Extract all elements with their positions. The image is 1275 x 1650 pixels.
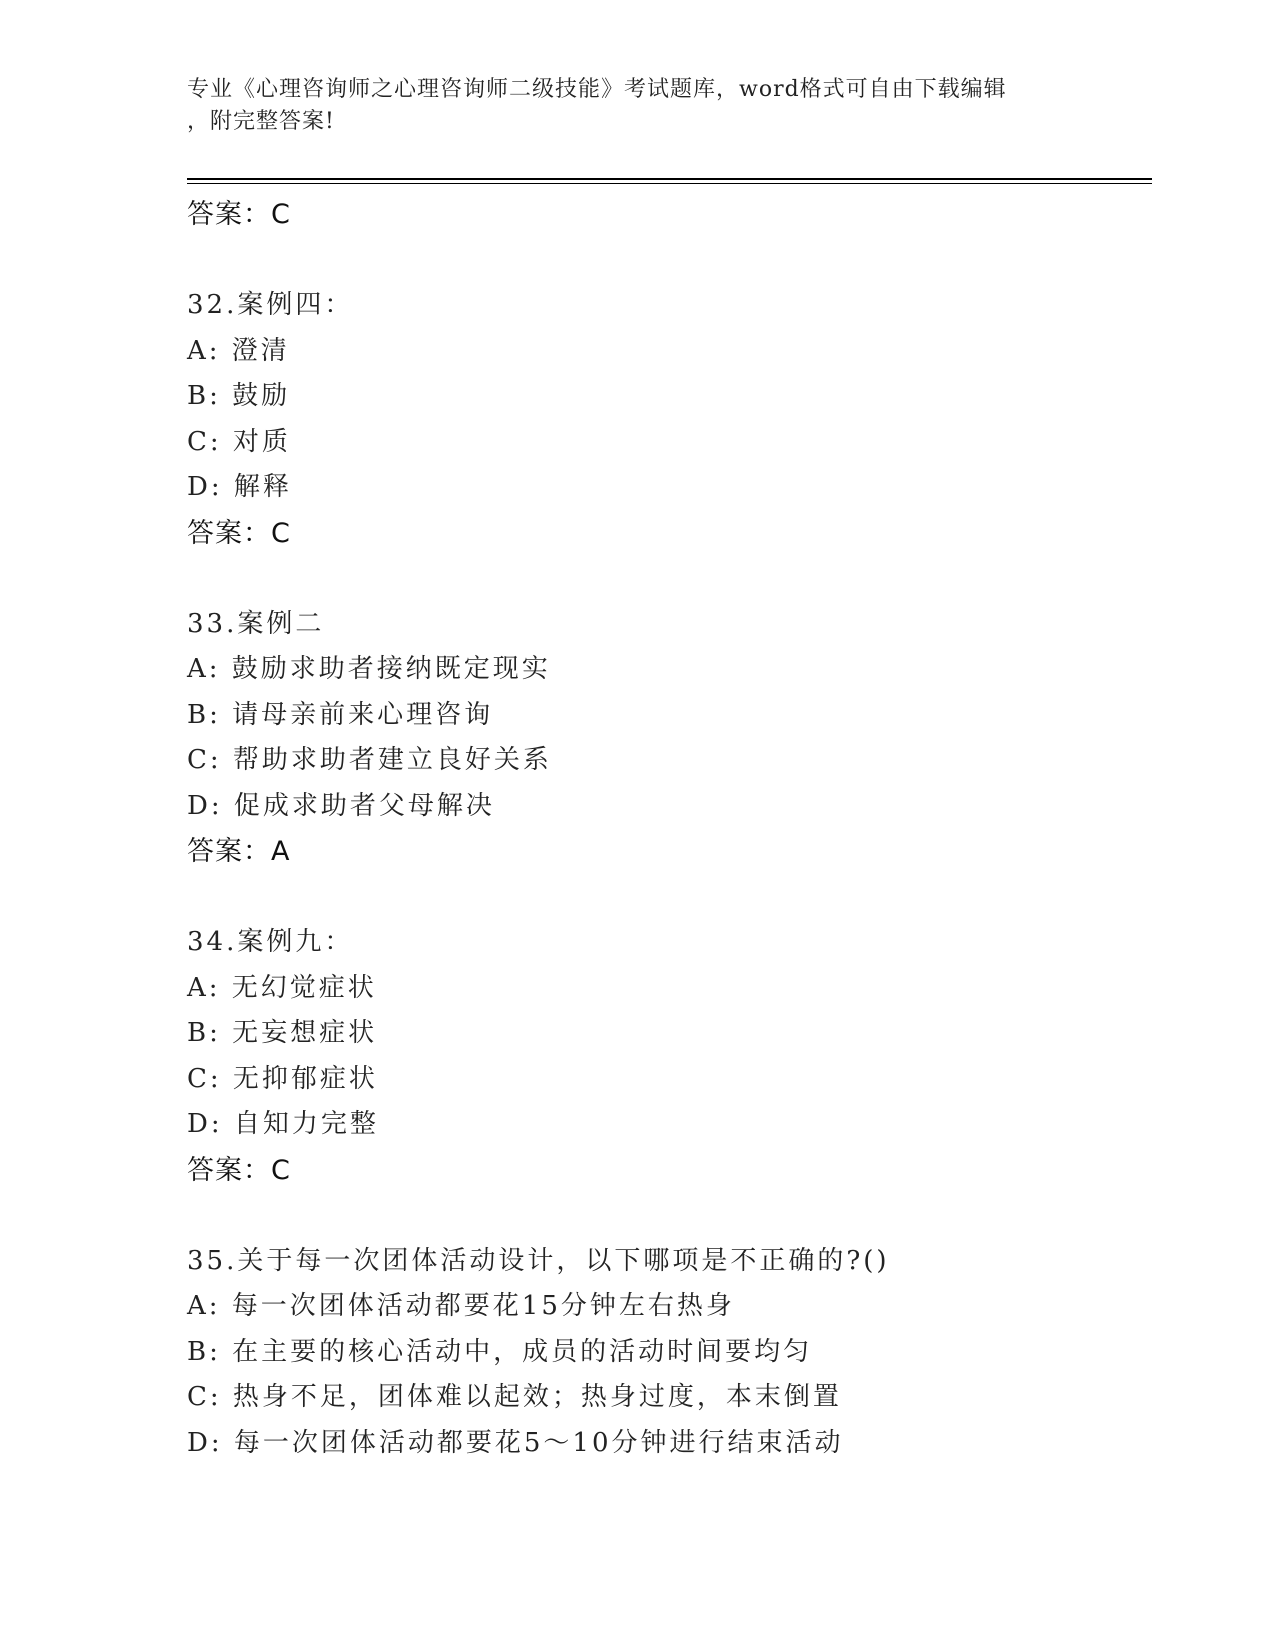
- answer-line: 答案：C: [187, 199, 291, 230]
- spacer: [187, 875, 1152, 921]
- answer-line: 答案：A: [187, 836, 291, 867]
- option-c: C: 对质: [187, 426, 291, 457]
- document-header: [187, 74, 1067, 138]
- question-title: 33.案例二: [187, 608, 325, 639]
- question-title: 35.关于每一次团体活动设计，以下哪项是不正确的?(): [187, 1245, 890, 1276]
- question-35: [187, 1239, 1152, 1467]
- option-d: D: 解释: [187, 472, 292, 502]
- question-content: [187, 192, 1152, 1466]
- option-a: A: 每一次团体活动都要花15分钟左右热身: [187, 1291, 735, 1321]
- question-title: 34.案例九：: [187, 927, 354, 957]
- question-title: 32.案例四：: [187, 290, 354, 320]
- option-a: A: 无幻觉症状: [187, 972, 377, 1003]
- option-c: C: 热身不足，团体难以起效；热身过度，本末倒置: [187, 1382, 842, 1412]
- spacer: [187, 238, 1152, 284]
- header-line-1: 专业《心理咨询师之心理咨询师二级技能》考试题库，word格式可自由下载编辑: [187, 77, 1007, 102]
- option-c: C: 无抑郁症状: [187, 1063, 378, 1094]
- option-c: C: 帮助求助者建立良好关系: [187, 745, 552, 775]
- spacer: [187, 1193, 1152, 1239]
- answer-line: 答案：C: [187, 517, 291, 549]
- question-33: [187, 602, 1152, 875]
- answer-line: 答案：C: [187, 1154, 291, 1186]
- option-b: B: 无妄想症状: [187, 1018, 378, 1048]
- spacer: [187, 556, 1152, 602]
- header-divider-thin: [187, 183, 1152, 184]
- header-divider-thick: [187, 178, 1152, 180]
- option-b: B: 在主要的核心活动中，成员的活动时间要均匀: [187, 1336, 813, 1367]
- option-b: B: 鼓励: [187, 381, 291, 411]
- option-d: D: 自知力完整: [187, 1109, 379, 1139]
- option-b: B: 请母亲前来心理咨询: [187, 699, 494, 730]
- option-a: A: 澄清: [187, 335, 290, 366]
- option-d: D: 每一次团体活动都要花5～10分钟进行结束活动: [187, 1427, 844, 1458]
- header-line-2: ，附完整答案!: [187, 109, 335, 134]
- option-d: D: 促成求助者父母解决: [187, 790, 495, 821]
- question-32: [187, 283, 1152, 556]
- question-34: [187, 920, 1152, 1193]
- option-a: A: 鼓励求助者接纳既定现实: [187, 654, 551, 684]
